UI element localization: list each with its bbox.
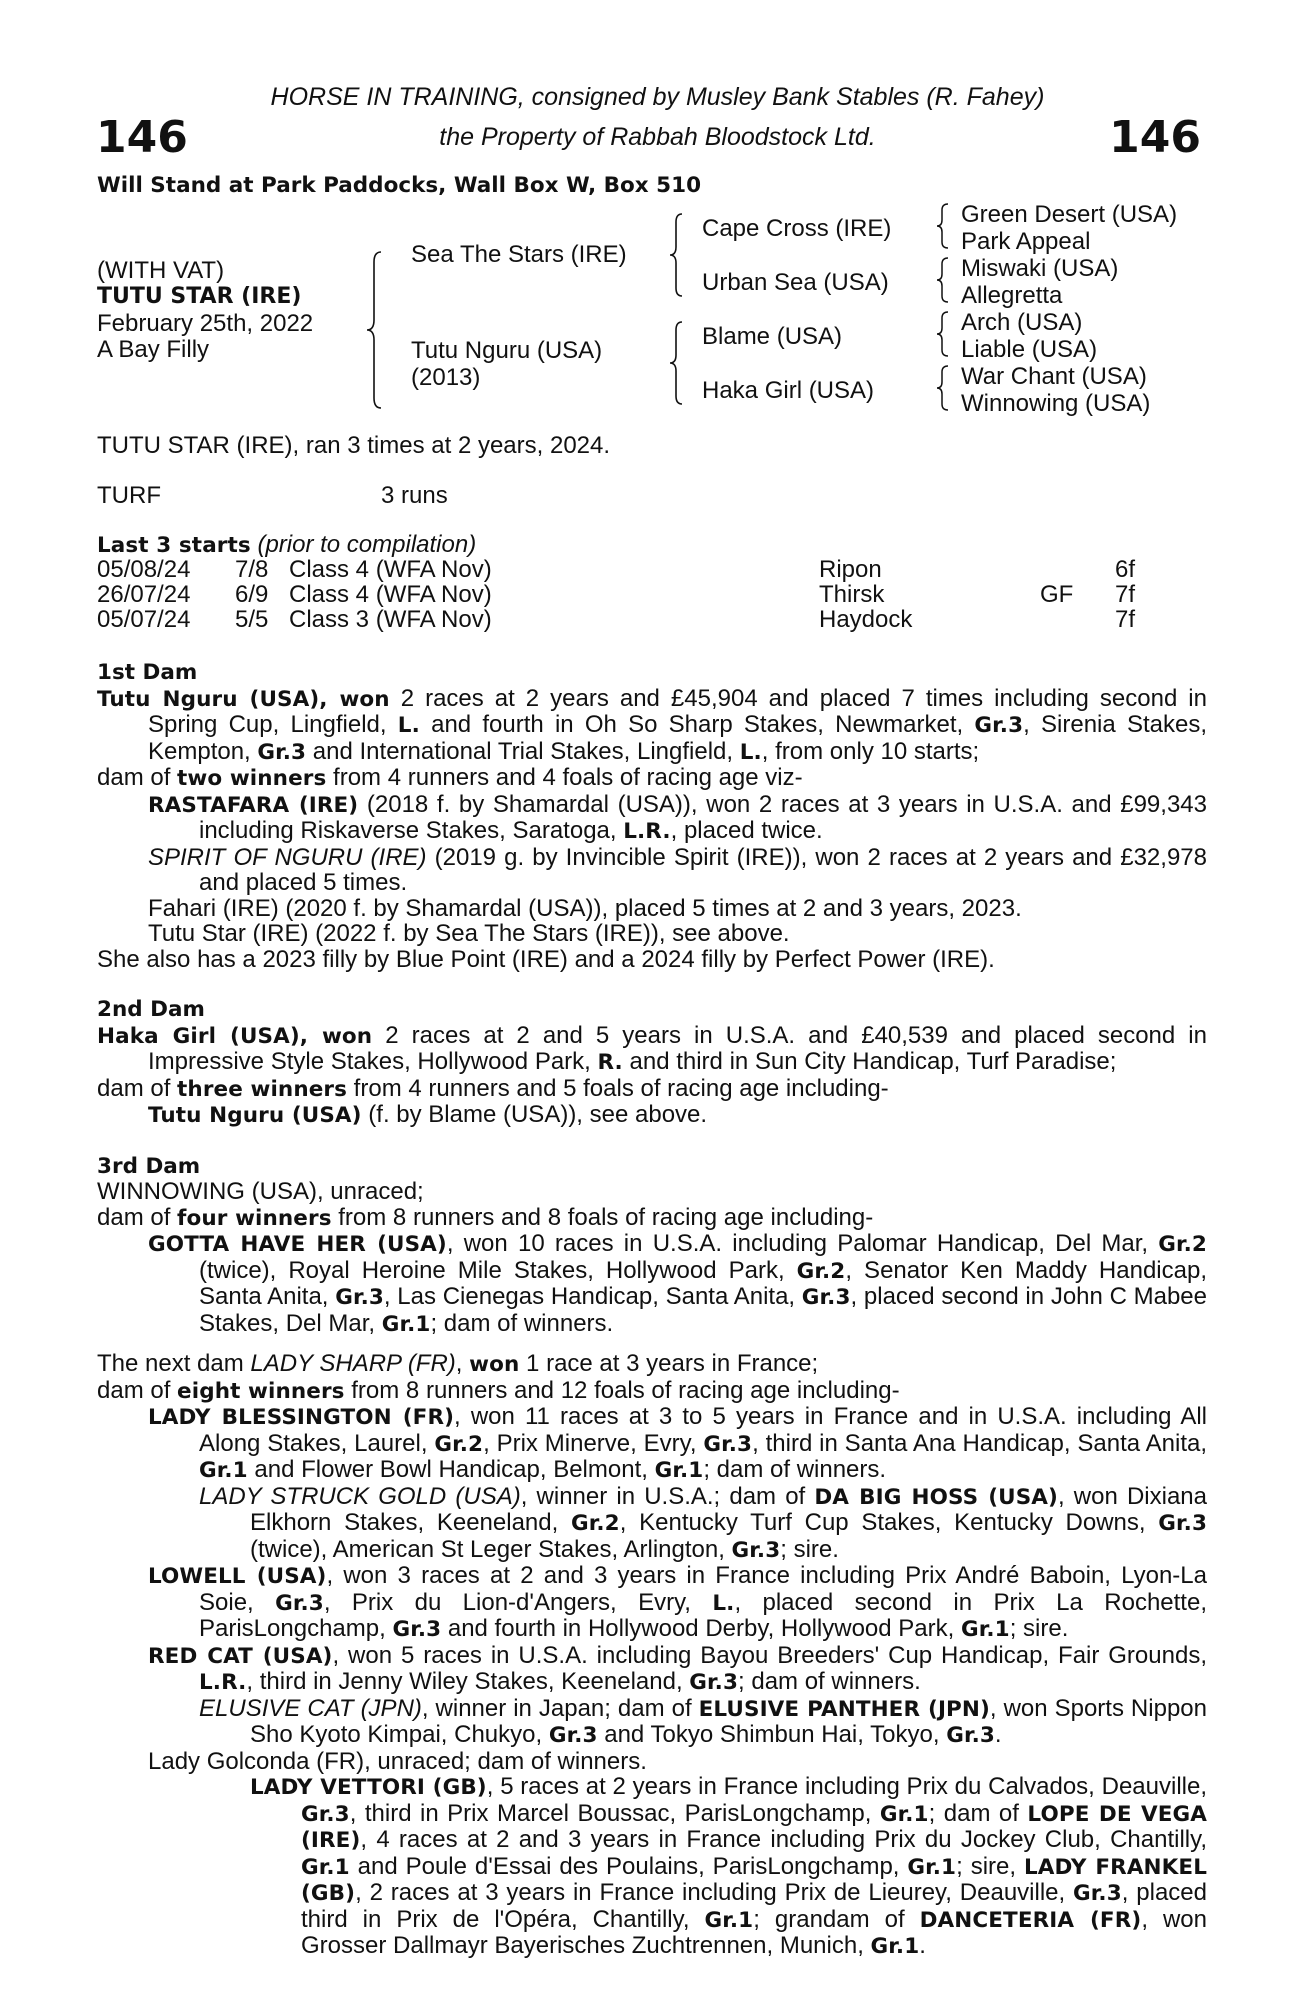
first-dam-foals-note: She also has a 2023 filly by Blue Point (IRE) and a 2024 filly by Perfect Power (IRE). bbox=[97, 945, 995, 973]
start-date: 05/07/24 bbox=[97, 606, 191, 633]
pedigree-brace-gg1 bbox=[936, 202, 950, 250]
list-item: ELUSIVE CAT (JPN), winner in Japan; dam of ELUSIVE PANTHER (JPN), won Sports Nippon Sho Kyoto Kimpai, Chukyo, Gr.3 and Tokyo Shimbun Hai, Tokyo, Gr.3. bbox=[199, 1694, 1207, 1748]
location-line: Will Stand at Park Paddocks, Wall Box W, Box 510 bbox=[97, 173, 702, 198]
first-dam-produce-summary: dam of two winners from 4 runners and 4 foals of racing age viz- bbox=[97, 764, 803, 791]
third-dam-produce-summary: dam of four winners from 8 runners and 8 foals of racing age including- bbox=[97, 1203, 874, 1231]
list-item: Tutu Nguru (USA) (f. by Blame (USA)), see above. bbox=[148, 1101, 708, 1128]
start-course: Thirsk bbox=[819, 581, 885, 608]
pedigree-gg-8: Winnowing (USA) bbox=[961, 390, 1151, 417]
last-starts-table bbox=[97, 532, 1147, 632]
list-item: LADY VETTORI (GB), 5 races at 2 years in France including Prix du Calvados, Deauville, Gr.3, third in Prix Marcel Boussac, ParisLongchamp, Gr.1; dam of LOPE DE VEGA (IRE), 4 races at 2 and 3 years in France including Prix du Jockey Club, Chantilly, Gr.1 and Poule d'Essai des Poulains, ParisLongchamp, Gr.1; sire, LADY FRANKEL (GB), 2 races at 3 years in France including Prix de Lieurey, Deauville, Gr.3, placed third in Prix de l'Opéra, Chantilly, Gr.1; grandam of DANCETERIA (FR), won Grosser Dallmayr Bayerisches Zuchtrennen, Munich, Gr.1. bbox=[250, 1773, 1208, 1959]
list-item: Tutu Star (IRE) (2022 f. by Sea The Stars (IRE)), see above. bbox=[148, 920, 790, 947]
pedigree-sire-dam: Urban Sea (USA) bbox=[702, 269, 889, 296]
last-starts-heading-row bbox=[97, 532, 1147, 557]
pedigree-gg-7: War Chant (USA) bbox=[961, 363, 1147, 390]
start-position: 6/9 bbox=[235, 581, 269, 608]
table-row bbox=[97, 607, 1147, 632]
pedigree-sire-sire: Cape Cross (IRE) bbox=[702, 215, 892, 242]
start-distance: 7f bbox=[1115, 606, 1136, 633]
foaling-date: February 25th, 2022 bbox=[97, 310, 314, 337]
pedigree-gg-4: Allegretta bbox=[961, 282, 1063, 309]
pedigree-gg-5: Arch (USA) bbox=[961, 309, 1083, 336]
last-starts-subheading: (prior to compilation) bbox=[257, 531, 477, 558]
pedigree-brace-sire bbox=[669, 212, 685, 298]
start-going: GF bbox=[1040, 581, 1074, 608]
pedigree-gg-3: Miswaki (USA) bbox=[961, 255, 1119, 282]
pedigree-gg-1: Green Desert (USA) bbox=[961, 201, 1178, 228]
list-item: LOWELL (USA), won 3 races at 2 and 3 years in France including Prix André Baboin, Lyon-La Soie, Gr.3, Prix du Lion-d'Angers, Evry, L., placed second in Prix La Rochette, ParisLongchamp, Gr.3 and fourth in Hollywood Derby, Hollywood Park, Gr.1; sire. bbox=[148, 1562, 1207, 1642]
pedigree-dam-year: (2013) bbox=[411, 364, 481, 391]
pedigree-dam: Tutu Nguru (USA) bbox=[411, 337, 603, 364]
start-course: Haydock bbox=[819, 606, 913, 633]
last-starts-heading: Last 3 starts bbox=[97, 533, 251, 558]
pedigree-brace-gg4 bbox=[936, 364, 950, 412]
pedigree-sire: Sea The Stars (IRE) bbox=[411, 241, 627, 268]
list-item: SPIRIT OF NGURU (IRE) (2019 g. by Invincible Spirit (IRE)), won 2 races at 2 years and £32,978 and placed 5 times. bbox=[148, 843, 1207, 896]
pedigree-gg-6: Liable (USA) bbox=[961, 336, 1098, 363]
second-dam-produce-summary: dam of three winners from 4 runners and 5 foals of racing age including- bbox=[97, 1074, 889, 1102]
table-row bbox=[97, 557, 1147, 582]
start-date: 26/07/24 bbox=[97, 581, 191, 608]
start-date: 05/08/24 bbox=[97, 556, 191, 583]
third-dam-heading: 3rd Dam bbox=[97, 1153, 201, 1179]
pedigree-brace-main bbox=[366, 250, 384, 410]
next-dam-produce-summary: dam of eight winners from 8 runners and 12 foals of racing age including- bbox=[97, 1376, 900, 1404]
first-dam-record: Tutu Nguru (USA), won 2 races at 2 years and £45,904 and placed 7 times including second in Spring Cup, Lingfield, L. and fourth in Oh So Sharp Stakes, Newmarket, Gr.3, Sirenia Stakes, Kempton, Gr.3 and International Trial Stakes, Lingfield, L., from only 10 starts; bbox=[97, 684, 1207, 765]
list-item: RED CAT (USA), won 5 races in U.S.A. including Bayou Breeders' Cup Handicap, Fair Grounds, L.R., third in Jenny Wiley Stakes, Keeneland, Gr.3; dam of winners. bbox=[148, 1641, 1207, 1695]
third-dam-record: WINNOWING (USA), unraced; bbox=[97, 1178, 424, 1205]
surface-runs: 3 runs bbox=[381, 482, 448, 509]
list-item: RASTAFARA (IRE) (2018 f. by Shamardal (USA)), won 2 races at 3 years in U.S.A. and £99,343 including Riskaverse Stakes, Saratoga, L.R., placed twice. bbox=[148, 790, 1207, 844]
table-row bbox=[97, 582, 1147, 607]
list-item: LADY STRUCK GOLD (USA), winner in U.S.A.; dam of DA BIG HOSS (USA), won Dixiana Elkhorn Stakes, Keeneland, Gr.2, Kentucky Turf Cup Stakes, Kentucky Downs, Gr.3 (twice), American St Leger Stakes, Arlington, Gr.3; sire. bbox=[199, 1482, 1208, 1563]
second-dam-record: Haka Girl (USA), won 2 races at 2 and 5 years in U.S.A. and £40,539 and placed second in Impressive Style Stakes, Hollywood Park, R. and third in Sun City Handicap, Turf Paradise; bbox=[97, 1021, 1207, 1075]
list-item: Lady Golconda (FR), unraced; dam of winners. bbox=[148, 1747, 647, 1775]
pedigree-gg-2: Park Appeal bbox=[961, 228, 1091, 255]
second-dam-heading: 2nd Dam bbox=[97, 997, 205, 1022]
pedigree-brace-dam bbox=[669, 320, 685, 406]
vat-label: (WITH VAT) bbox=[97, 257, 225, 284]
start-course: Ripon bbox=[819, 556, 882, 583]
lot-number-right: 146 bbox=[1109, 112, 1201, 163]
race-record-summary: TUTU STAR (IRE), ran 3 times at 2 years, 2024. bbox=[97, 432, 611, 459]
consignor-line: HORSE IN TRAINING, consigned by Musley Bank Stables (R. Fahey) bbox=[270, 83, 1045, 111]
start-position: 5/5 bbox=[235, 606, 269, 633]
pedigree-dam-dam: Haka Girl (USA) bbox=[702, 377, 875, 404]
horse-name: TUTU STAR (IRE) bbox=[97, 284, 302, 309]
lot-number-left: 146 bbox=[96, 112, 188, 163]
horse-description: A Bay Filly bbox=[97, 336, 210, 363]
list-item: GOTTA HAVE HER (USA), won 10 races in U.S.A. including Palomar Handicap, Del Mar, Gr.2 (twice), Royal Heroine Mile Stakes, Hollywood Park, Gr.2, Senator Ken Maddy Handicap, Santa Anita, Gr.3, Las Cienegas Handicap, Santa Anita, Gr.3, placed second in John C Mabee Stakes, Del Mar, Gr.1; dam of winners. bbox=[148, 1230, 1208, 1337]
next-dam-record: The next dam LADY SHARP (FR), won 1 race at 3 years in France; bbox=[97, 1350, 819, 1377]
start-distance: 6f bbox=[1115, 556, 1136, 583]
pedigree-dam-sire: Blame (USA) bbox=[702, 323, 843, 350]
list-item: LADY BLESSINGTON (FR), won 11 races at 3 to 5 years in France and in U.S.A. including All Along Stakes, Laurel, Gr.2, Prix Minerve, Evry, Gr.3, third in Santa Ana Handicap, Santa Anita, Gr.1 and Flower Bowl Handicap, Belmont, Gr.1; dam of winners. bbox=[148, 1403, 1208, 1483]
surface-label: TURF bbox=[97, 482, 161, 509]
first-dam-heading: 1st Dam bbox=[97, 660, 198, 685]
start-class: Class 4 (WFA Nov) bbox=[289, 556, 492, 583]
property-line: the Property of Rabbah Bloodstock Ltd. bbox=[439, 123, 876, 151]
pedigree-brace-gg3 bbox=[936, 310, 950, 358]
start-class: Class 4 (WFA Nov) bbox=[289, 581, 492, 608]
family-notes bbox=[97, 660, 1207, 1960]
start-position: 7/8 bbox=[235, 556, 269, 583]
start-distance: 7f bbox=[1115, 581, 1136, 608]
start-class: Class 3 (WFA Nov) bbox=[289, 606, 492, 633]
list-item: Fahari (IRE) (2020 f. by Shamardal (USA)), placed 5 times at 2 and 3 years, 2023. bbox=[148, 894, 1022, 922]
pedigree-brace-gg2 bbox=[936, 256, 950, 304]
